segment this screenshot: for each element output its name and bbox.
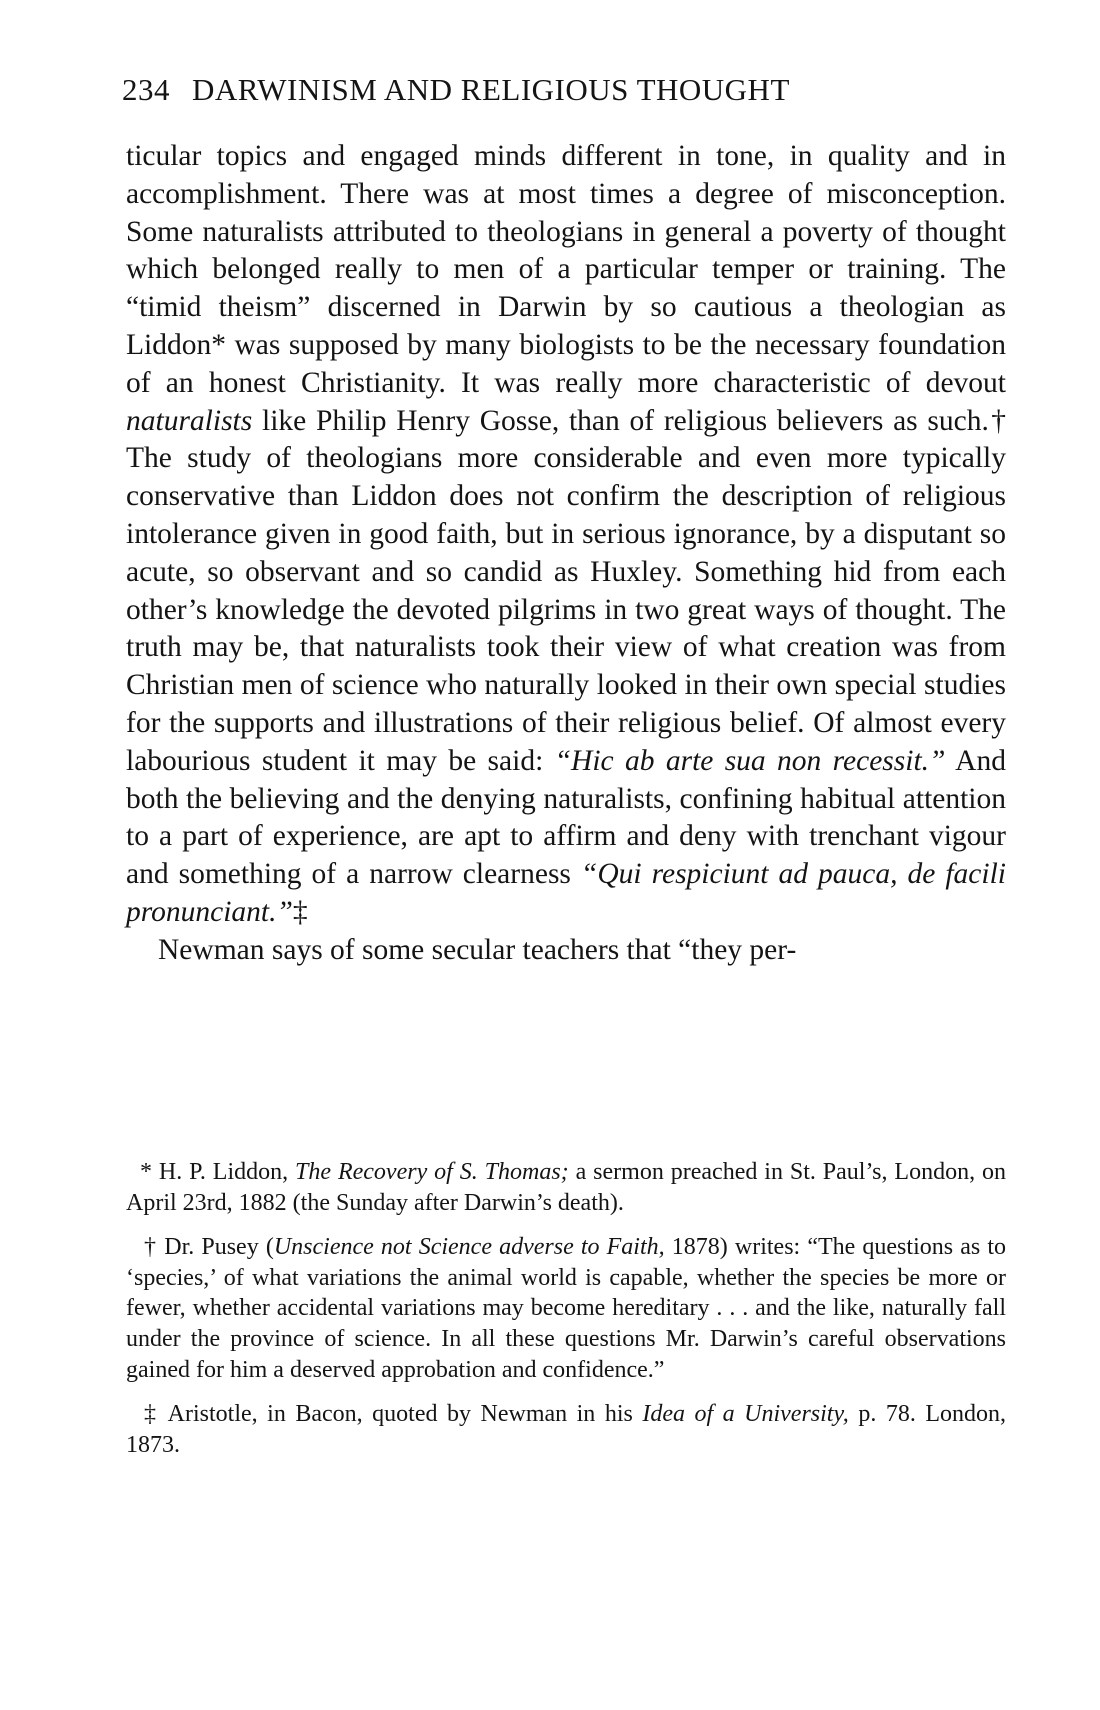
latin-quote: “Qui respiciunt ad pauca, de facili pronunciant.”	[126, 858, 1006, 928]
text-run: like Philip Henry Gosse, than of religious believers as such.† The study of theologians more considerable and even more typically conservative than Liddon does not confirm the description of religious intolerance given in good faith, but in serious ignorance, by a disputant so acute, so observant and so candid as Huxley. Something hid from each other’s knowledge the devoted pilgrims in two great ways of thought. The truth may be, that naturalists took their view of what creation was from Christian men of science who naturally looked in their own special studies for the supports and illustrations of their religious belief. Of almost every labourious student it may be said:	[126, 404, 1006, 777]
running-head	[122, 72, 1022, 108]
italic-term: naturalists	[126, 404, 253, 437]
text-run: And both the believing and the denying naturalists, confining habitual attention to a part of experience, are apt to affirm and deny with trenchant vigour and something of a narrow clearness	[126, 744, 1006, 891]
italic-title: Unscience not Science adverse to Faith,	[273, 1234, 665, 1261]
text-run: 1878) writes: “The questions as to ‘species,’ of what variations the animal world is capable, whether the species be more or fewer, whether accidental variations may become hereditary . . . and the like, naturally fall under the province of science. In all these questions Mr. Darwin’s careful observations gained for him a deserved approbation and confidence.”	[126, 1234, 1006, 1383]
text-run: ‡ Aristotle, in Bacon, quoted by Newman in his	[144, 1401, 643, 1428]
latin-quote: “Hic ab arte sua non recessit.”	[554, 744, 946, 777]
footnote-1	[126, 1157, 1006, 1218]
footnote-3	[126, 1399, 1006, 1460]
italic-title: Idea of a University,	[642, 1401, 849, 1428]
footnote-marker: ‡	[292, 895, 308, 928]
text-run: p. 78. London, 1873.	[126, 1401, 1006, 1458]
footnote-2	[126, 1232, 1006, 1385]
paragraph-2: Newman says of some secular teachers that “they per-	[158, 933, 797, 966]
body-text	[126, 138, 1006, 970]
text-run: * H. P. Liddon,	[140, 1159, 296, 1185]
page-number: 234	[122, 72, 170, 107]
paragraph-1	[126, 138, 1006, 932]
running-title: DARWINISM AND RELIGIOUS THOUGHT	[192, 72, 790, 107]
italic-title: The Recovery of S. Thomas;	[295, 1159, 569, 1185]
text-run: ticular topics and engaged minds different in tone, in quality and in accomplishment. There was at most times a degree of misconception. Some naturalists attributed to theologians in general a poverty of thought which belonged really to men of a particular temper or training. The “timid theism” discerned in Darwin by so cautious a theologian as Liddon* was supposed by many biologists to be the necessary foundation of an honest Christianity. It was really more characteristic of devout	[126, 140, 1006, 399]
text-run: † Dr. Pusey (	[144, 1234, 274, 1261]
text-run: a sermon preached in St. Paul’s, London, on April 23rd, 1882 (the Sunday after Darwin’s death).	[126, 1159, 1006, 1216]
footnotes	[126, 1157, 1006, 1474]
